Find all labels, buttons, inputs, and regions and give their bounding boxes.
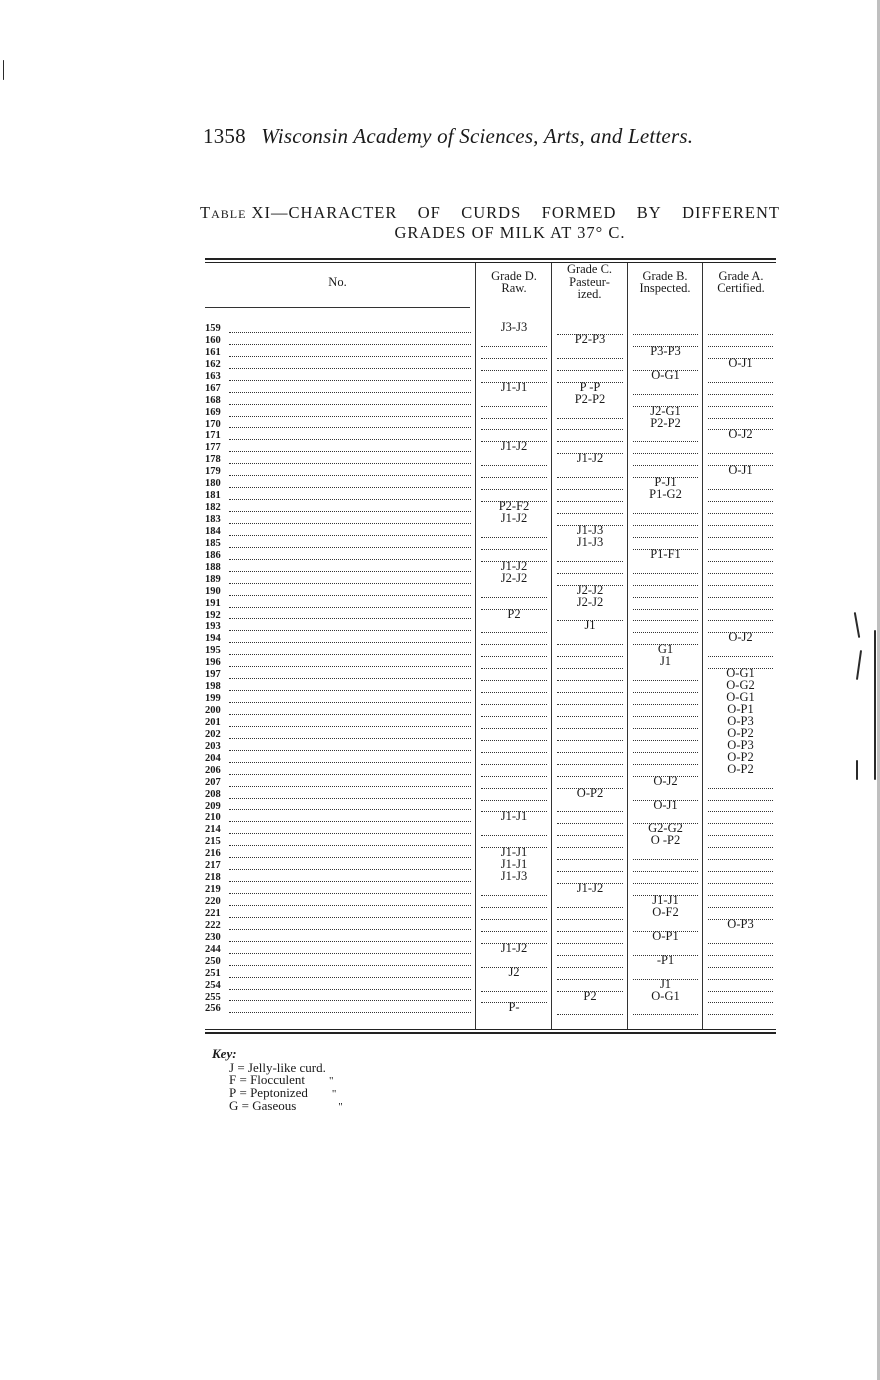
cell-grade-d: J1-J1 [500,845,528,860]
row-number: 210 [205,812,475,824]
caption-word: FORMED [541,203,617,222]
caption-word: BY [636,203,662,222]
row-number: 255 [205,992,475,1004]
row-number: 209 [205,801,475,813]
row-number: 196 [205,657,475,669]
table-row [205,713,776,729]
table-row [205,690,776,705]
cell-grade-b: J1-J1 [652,893,679,907]
row-number: 250 [205,956,475,968]
row-number: 202 [205,729,475,741]
table-row [205,702,776,717]
scan-mark [3,60,4,80]
row-number: 168 [205,395,475,407]
cell-grade-b: P-J1 [654,475,677,490]
row-number: 222 [205,920,475,932]
cell-grade-b: J1 [659,654,672,669]
cell-grade-d: J1-J1 [500,857,528,872]
row-number: 169 [205,407,475,419]
cell-grade-c: J1 [584,618,596,633]
row-number: 195 [205,645,475,657]
cell-grade-d: J2-J2 [500,570,528,585]
row-number: 171 [205,430,475,442]
scan-mark [856,760,858,780]
journal-title: Wisconsin Academy of Sciences, Arts, and Letters. [261,124,694,148]
row-number: 251 [205,968,475,980]
caption-word: DIFFERENT [682,203,780,222]
cell-grade-d: J1-J2 [500,439,528,454]
table-row [205,666,776,681]
row-number: 177 [205,442,475,454]
table-row [205,725,776,741]
row-number: 230 [205,932,475,944]
column-header-grade-b: Grade B. Inspected. [639,268,691,295]
cell-grade-b: P2-P2 [650,415,681,430]
caption-line-1 [200,203,780,223]
row-number: 182 [205,502,475,514]
cell-grade-b: G1 [657,642,674,657]
row-number: 179 [205,466,475,478]
table-row [205,343,776,359]
cell-grade-a: O-P2 [727,761,754,776]
table-row [205,451,776,466]
row-number: 185 [205,538,475,550]
table-row [205,582,776,598]
cell-grade-b: J2-G1 [650,403,681,418]
cell-grade-c: P2-P2 [574,391,606,406]
table-row [205,869,776,884]
column-header-no: No. [328,274,347,289]
cell-grade-a: O-P2 [727,725,754,740]
scan-mark [854,612,860,638]
row-number: 189 [205,574,475,586]
row-number: 244 [205,944,475,956]
row-number: 191 [205,598,475,610]
table-key [212,1048,343,1113]
cell-grade-c: P2 [583,988,597,1003]
row-number: 201 [205,717,475,729]
table-row [205,415,776,431]
table-row [205,773,776,789]
table-row [205,737,776,753]
cell-grade-a: O-J1 [728,463,753,478]
row-number: 254 [205,980,475,992]
cell-grade-d: J3-J3 [500,320,528,334]
cell-grade-a: O-J2 [728,427,753,442]
row-number: 220 [205,896,475,908]
page-number: 1358 [203,124,246,148]
row-number: 162 [205,359,475,371]
row-number: 160 [205,335,475,347]
row-number: 183 [205,514,475,526]
table-label: Table XI—CHARACTER [200,203,398,222]
cell-grade-a: O-G1 [726,690,755,705]
cell-grade-d: J1-J1 [500,809,528,824]
row-number: 204 [205,753,475,765]
cell-grade-a: O-P3 [727,916,754,931]
cell-grade-b: O -P2 [650,833,681,848]
cell-grade-b: J1 [659,976,672,991]
cell-grade-d: P2 [507,606,521,621]
cell-grade-c: J2-J2 [576,582,604,597]
cell-grade-c: J1-J3 [576,534,604,549]
table-row [205,618,776,633]
cell-grade-d: J1-J1 [500,379,528,394]
cell-grade-b: O-P1 [652,928,679,943]
caption-word: CURDS [461,203,522,222]
row-number: 161 [205,347,475,359]
cell-grade-a: O-P3 [727,713,754,728]
row-number: 203 [205,741,475,753]
scan-mark [856,650,862,680]
dot-leader [708,1014,773,1015]
column-header-grade-a: Grade A. Certified. [717,268,765,295]
row-number: 215 [205,836,475,848]
cell-grade-d: J1-J2 [500,558,528,573]
cell-grade-d: J1-J2 [500,511,528,525]
cell-grade-a: O-J2 [728,630,753,645]
row-number: 178 [205,454,475,466]
row-number: 193 [205,621,475,633]
table-row [205,1000,776,1015]
row-number: 181 [205,490,475,502]
cell-grade-b: O-J2 [653,773,678,788]
table-row [205,320,776,335]
row-number: 188 [205,562,475,574]
table-row [205,379,776,395]
row-number: 219 [205,884,475,896]
row-number: 180 [205,478,475,490]
cell-grade-a: O-P2 [727,749,754,764]
table-row [205,511,776,526]
row-number: 221 [205,908,475,920]
cell-grade-c: O-P2 [576,785,604,800]
cell-grade-b: P3-P3 [650,343,681,358]
table-body [205,320,776,1015]
cell-grade-a: O-P3 [727,737,754,752]
table-row [205,606,776,622]
cell-grade-a: O-G2 [726,678,755,693]
table-caption [200,203,780,243]
table-bottom-rule [205,1032,776,1034]
dot-leader [633,1014,698,1015]
column-header-grade-c: Grade C. Pasteur- ized. [566,262,613,302]
cell-grade-c: J2-J2 [576,594,604,609]
row-number: 192 [205,610,475,622]
row-number: 198 [205,681,475,693]
table-row [205,678,776,693]
row-number: 167 [205,383,475,395]
cell-grade-b: O-J1 [653,797,678,812]
caption-word: OF [417,203,441,222]
row-number: 190 [205,586,475,598]
cell-grade-b: G2-G2 [648,821,683,836]
table-row [205,522,776,538]
cell-grade-c: J1-J2 [576,881,604,896]
cell-grade-b: P1-F1 [650,546,681,561]
row-number: 197 [205,669,475,681]
cell-grade-d: P2-F2 [498,499,530,514]
row-number: 207 [205,777,475,789]
cell-grade-d: J2 [508,964,520,979]
table-bottom-rule [205,1029,776,1030]
row-number: 216 [205,848,475,860]
cell-grade-c: P2-P3 [574,331,606,346]
table-row [205,904,776,920]
row-number: 184 [205,526,475,538]
cell-grade-a: O-J1 [728,355,753,370]
row-number: 199 [205,693,475,705]
cell-grade-b: P1-G2 [649,487,682,502]
running-head [203,124,693,149]
cell-grade-b: O-G1 [651,988,680,1003]
key-entry: F = Flocculent " [229,1072,334,1087]
row-number: 206 [205,765,475,777]
key-title: Key: [212,1046,237,1061]
key-entry: P = Peptonized " [229,1085,337,1100]
cell-grade-c: J1-J2 [576,451,604,466]
cell-grade-d: J1-J3 [500,869,528,884]
row-number: 200 [205,705,475,717]
row-number: 218 [205,872,475,884]
key-entry: G = Gaseous " [229,1098,343,1113]
cell-grade-a: O-G1 [726,666,755,681]
cell-grade-b: O-G1 [651,367,680,382]
column-header-grade-d: Grade D. Raw. [491,268,537,295]
row-number: 214 [205,824,475,836]
dot-leader [557,1014,623,1015]
row-number: 163 [205,371,475,383]
row-number: 217 [205,860,475,872]
row-number: 159 [205,323,475,335]
row-number: 208 [205,789,475,801]
key-entry: J = Jelly-like curd. [229,1060,326,1075]
caption-line-2: GRADES OF MILK AT 37° C. [394,223,626,242]
cell-grade-a: O-P1 [727,702,754,716]
table-row [205,654,776,669]
header-underline [205,307,470,308]
cell-grade-c: J1-J3 [576,522,604,537]
table-row [205,439,776,454]
table-row [205,749,776,765]
row-number: 170 [205,419,475,431]
cell-grade-d: J1-J2 [500,940,528,955]
cell-grade-d: P- [508,1000,520,1015]
row-number: 194 [205,633,475,645]
row-number: 186 [205,550,475,562]
scan-mark [874,630,876,780]
cell-grade-c: P -P [579,379,601,394]
table-row [205,570,776,586]
cell-grade-b: O-F2 [652,904,679,919]
cell-grade-b: -P1 [656,952,675,967]
row-number: 256 [205,1003,475,1015]
